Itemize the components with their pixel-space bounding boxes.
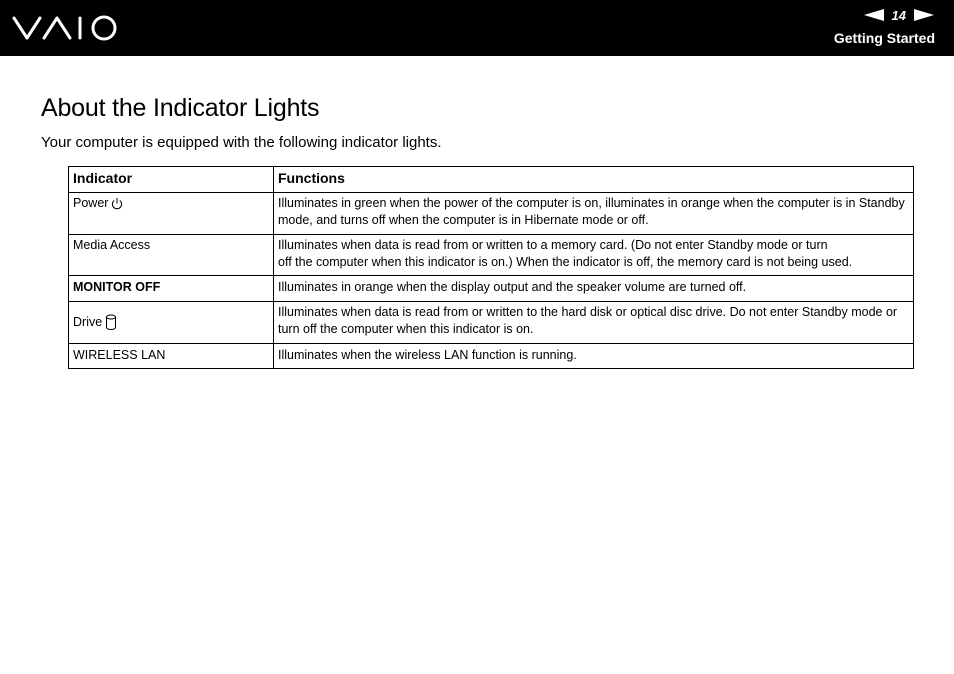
table-header-row bbox=[69, 167, 914, 193]
function-cell: Illuminates when data is read from or written to the hard disk or optical disc drive. Do not enter Standby mode or turn off the computer when this indicator is on. bbox=[274, 302, 914, 344]
page-number: 14 bbox=[891, 7, 906, 23]
table-row bbox=[69, 302, 914, 344]
indicator-cell: WIRELESS LAN bbox=[69, 344, 274, 369]
function-cell: Illuminates when the wireless LAN function is running. bbox=[274, 344, 914, 369]
table-row bbox=[69, 193, 914, 235]
function-text: Illuminates in green when the power of the computer is on, illuminates in orange when the computer is in Standby mode, and turns off when the computer is in Hibernate mode or off. bbox=[278, 196, 905, 227]
next-page-icon[interactable] bbox=[914, 9, 934, 21]
indicator-table bbox=[68, 166, 914, 369]
intro-text: Your computer is equipped with the following indicator lights. bbox=[41, 134, 442, 151]
page-navigation bbox=[864, 6, 934, 24]
section-title: Getting Started bbox=[833, 30, 935, 46]
previous-page-icon[interactable] bbox=[864, 9, 884, 21]
page-header bbox=[0, 0, 954, 56]
table-row bbox=[69, 344, 914, 369]
indicator-cell: MONITOR OFF bbox=[69, 276, 274, 302]
indicator-name: Power bbox=[73, 196, 109, 210]
column-header-indicator: Indicator bbox=[69, 167, 274, 193]
drive-icon bbox=[105, 314, 117, 331]
vaio-logo bbox=[12, 13, 120, 43]
function-text-line-1: Illuminates when data is read from or written to a memory card. (Do not enter Standby mode or turn bbox=[278, 238, 828, 252]
power-icon bbox=[111, 197, 123, 210]
function-text-line-2: off the computer when this indicator is on.) When the indicator is off, the memory card is not being used. bbox=[278, 254, 853, 269]
table-row bbox=[69, 235, 914, 276]
table-row bbox=[69, 276, 914, 302]
indicator-cell: Media Access bbox=[69, 235, 274, 276]
column-header-functions: Functions bbox=[274, 167, 914, 193]
page-title: About the Indicator Lights bbox=[41, 94, 320, 122]
function-cell bbox=[274, 235, 914, 276]
indicator-cell bbox=[69, 193, 274, 235]
function-cell: Illuminates in orange when the display output and the speaker volume are turned off. bbox=[274, 276, 914, 302]
indicator-name: Drive bbox=[73, 314, 103, 329]
function-cell bbox=[274, 193, 914, 235]
indicator-cell bbox=[69, 302, 274, 344]
